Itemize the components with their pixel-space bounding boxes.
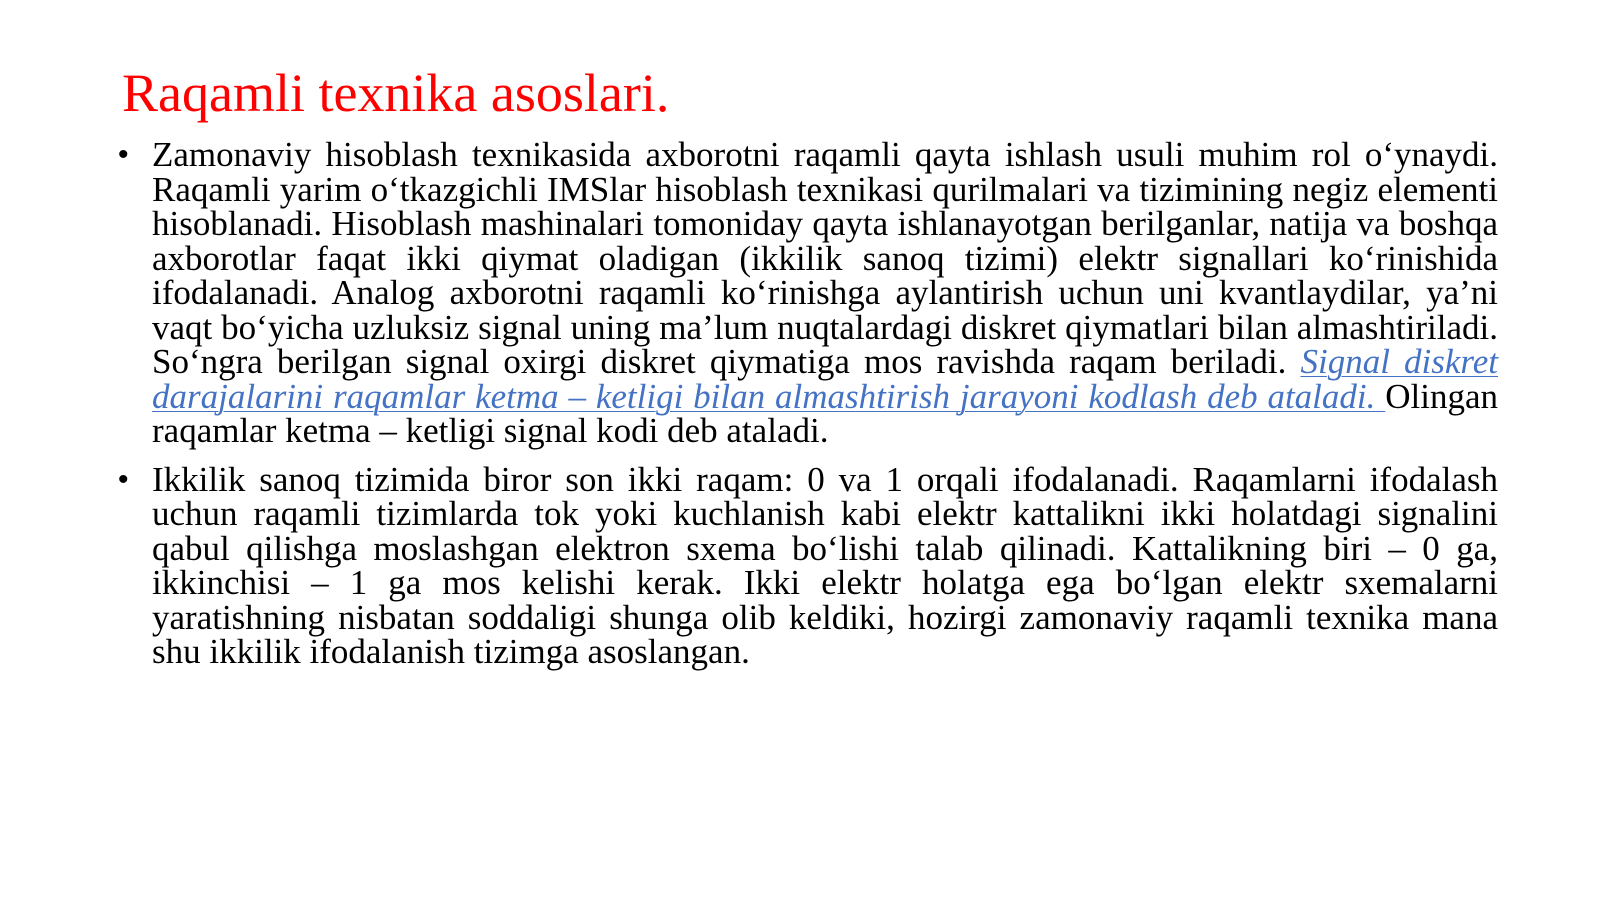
bullet-icon: •	[118, 462, 129, 496]
paragraph-text: Ikkilik sanoq tizimida biror son ikki raqam: 0 va 1 orqali ifodalanadi. Raqamlarni ifodalash uchun raqamli tizimlarda tok yoki kuchlanish kabi elektr kattalikni ikki holatdagi signalini qabul qilishga moslashgan elektron sxema bo‘lishi talab qilinadi. Kattalikning biri – 0 ga, ikkinchisi – 1 ga mos kelishi kerak. Ikki elektr holatga ega bo‘lgan elektr sxemalarni yaratishning nisbatan soddaligi shunga olib keldiki, hozirgi zamonaviy raqamli texnika mana shu ikkilik ifodalanish tizimga asoslangan.	[152, 459, 1498, 671]
bullet-paragraph-1	[118, 135, 1498, 450]
paragraph-text-end: Olingan raqamlar ketma – ketligi signal kodi deb ataladi.	[152, 376, 1498, 450]
bullet-list	[118, 135, 1498, 684]
paragraph-text: Zamonaviy hisoblash texnikasida axborotni raqamli qayta ishlash usuli muhim rol o‘ynaydi. Raqamli yarim o‘tkazgichli IMSlar hisoblash texnikasi qurilmalari va tizimining negiz elementi hisoblanadi. Hisoblash mashinalari tomoniday qayta ishlanayotgan berilganlar, natija va boshqa axborotlar faqat ikki qiymat oladigan (ikkilik sanoq tizimi) elektr signallari ko‘rinishida ifodalanadi. Analog axborotni raqamli ko‘rinishga aylantirish uchun uni kvantlaydilar, ya’ni vaqt bo‘yicha uzluksiz signal uning ma’lum nuqtalardagi diskret qiymatlari bilan almashtiriladi. So‘ngra berilgan signal oxirgi diskret qiymatiga mos ravishda raqam beriladi.	[152, 135, 1498, 381]
slide-title: Raqamli texnika asoslari.	[122, 63, 670, 123]
definition-link[interactable]: Signal diskret darajalarini raqamlar ketma – ketligi bilan almashtirish jarayoni kodlash deb ataladi.	[152, 342, 1498, 416]
bullet-paragraph-2	[118, 459, 1498, 671]
bullet-icon: •	[118, 138, 129, 171]
